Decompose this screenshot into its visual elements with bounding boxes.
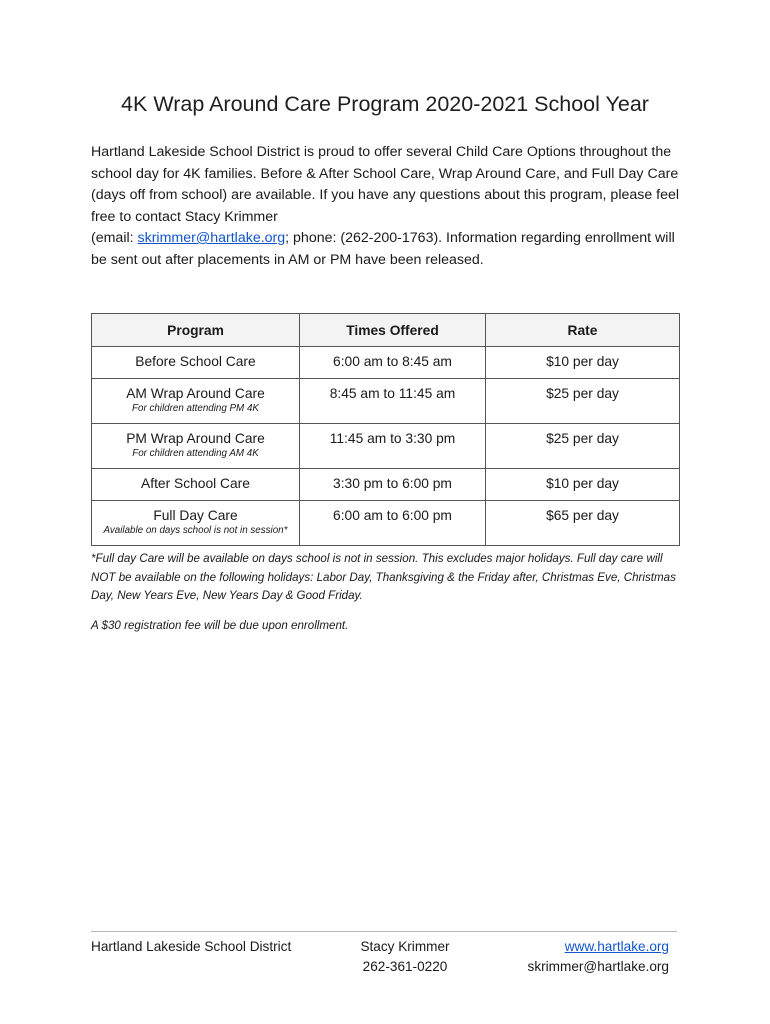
intro-text: Hartland Lakeside School District is proud to offer several Child Care Options throughout the school day for 4K families. Before & After School Care, Wrap Around Care, and Full Day Care (days off from school) are available. If you have any questions about this program, please feel free to contact Stacy Krimmer — [91, 144, 680, 225]
rate-cell: $25 per day — [486, 379, 680, 424]
intro-email-prefix: (email: — [91, 230, 138, 246]
footer-district — [91, 937, 291, 957]
program-cell — [92, 347, 300, 379]
times-cell: 6:00 am to 8:45 am — [300, 347, 486, 379]
footer-divider — [91, 931, 677, 932]
header-program: Program — [92, 314, 300, 347]
intro-paragraph — [91, 142, 691, 271]
rate-cell: $10 per day — [486, 469, 680, 501]
table-row — [92, 347, 680, 379]
table-row — [92, 379, 680, 424]
table-row — [92, 469, 680, 501]
program-name: AM Wrap Around Care — [126, 386, 265, 401]
rate-cell: $10 per day — [486, 347, 680, 379]
program-name: Full Day Care — [153, 508, 238, 523]
footer-district-name: Hartland Lakeside School District — [91, 939, 292, 954]
times-cell: 11:45 am to 3:30 pm — [300, 424, 486, 469]
table-header-row — [92, 314, 680, 347]
program-name: PM Wrap Around Care — [126, 431, 265, 446]
intro-email-link[interactable]: skrimmer@hartlake.org — [137, 230, 286, 246]
times-cell: 6:00 am to 6:00 pm — [300, 501, 486, 546]
header-rate: Rate — [486, 314, 680, 347]
program-name: Before School Care — [135, 354, 256, 369]
rate-cell: $25 per day — [486, 424, 680, 469]
program-cell — [92, 469, 300, 501]
program-note: Available on days school is not in session* — [103, 525, 288, 536]
footer-contact-phone: 262-361-0220 — [362, 959, 448, 974]
program-note: For children attending PM 4K — [132, 403, 259, 414]
rates-table — [91, 313, 680, 546]
intro-text-after: ; phone: (262-200-1763). Information regarding enrollment will be sent out after placements in AM or PM have been released. — [91, 230, 675, 268]
program-cell — [92, 424, 300, 469]
footer-links — [528, 937, 669, 977]
rate-cell: $65 per day — [486, 501, 680, 546]
registration-fee-note: A $30 registration fee will be due upon enrollment. — [91, 619, 349, 632]
page-title: 4K Wrap Around Care Program 2020-2021 School Year — [121, 92, 649, 116]
footer-website-link[interactable]: www.hartlake.org — [564, 939, 669, 954]
program-name: After School Care — [141, 476, 250, 491]
table-row — [92, 501, 680, 546]
program-note: For children attending AM 4K — [132, 448, 259, 459]
times-cell: 3:30 pm to 6:00 pm — [300, 469, 486, 501]
header-times: Times Offered — [300, 314, 486, 347]
footer-contact — [340, 937, 470, 977]
program-cell — [92, 379, 300, 424]
footer-email: skrimmer@hartlake.org — [527, 959, 669, 974]
table-row — [92, 424, 680, 469]
footer-contact-name: Stacy Krimmer — [360, 939, 450, 954]
footnote: *Full day Care will be available on days school is not in session. This excludes major holidays. Full day care will NOT be available on the following holidays: Labor Day, Thanksgiving & the Friday after, Christmas Eve, Christmas Day, New Years Eve, New Years Day & Good Friday. — [91, 552, 676, 602]
program-cell — [92, 501, 300, 546]
times-cell: 8:45 am to 11:45 am — [300, 379, 486, 424]
